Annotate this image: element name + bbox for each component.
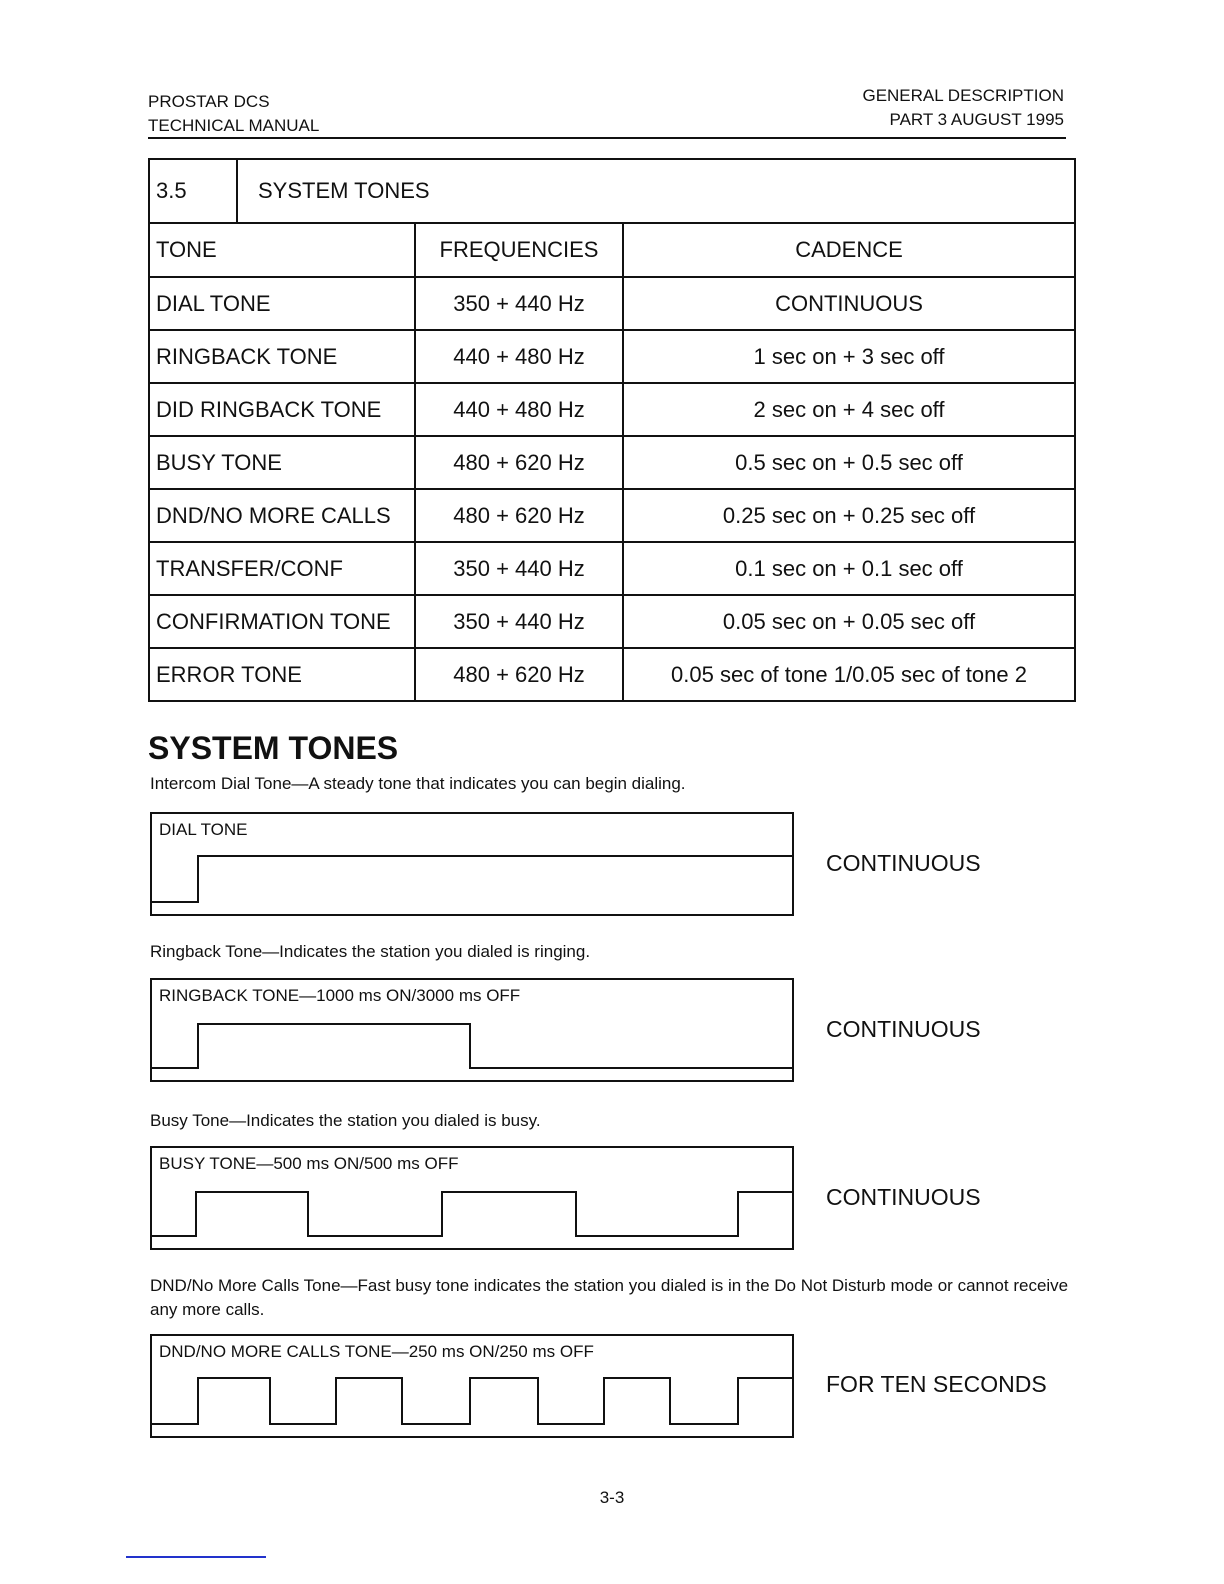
header-rule [148,137,1066,139]
tone-cadence: 0.05 sec of tone 1/0.05 sec of tone 2 [623,648,1075,701]
header-part-date: PART 3 AUGUST 1995 [889,110,1064,129]
footer-underline [126,1556,266,1558]
header-right [862,84,1064,132]
table-row [149,595,1075,648]
tone-frequency: 350 + 440 Hz [415,277,623,330]
tone-cadence: 0.5 sec on + 0.5 sec off [623,436,1075,489]
tone-name: RINGBACK TONE [149,330,415,383]
tone-cadence: 1 sec on + 3 sec off [623,330,1075,383]
table-row [149,436,1075,489]
tone-name: DND/NO MORE CALLS [149,489,415,542]
table-row [149,330,1075,383]
tone-frequency: 480 + 620 Hz [415,648,623,701]
table-row [149,648,1075,701]
tone-cadence: 0.1 sec on + 0.1 sec off [623,542,1075,595]
dial-tone-description: Intercom Dial Tone—A steady tone that indicates you can begin dialing. [150,774,686,793]
dnd-tone-wave [152,1336,792,1436]
table-header-row [149,223,1075,277]
busy-tone-waveform [150,1146,794,1250]
section-title: SYSTEM TONES [237,159,1075,223]
tone-cadence: 2 sec on + 4 sec off [623,383,1075,436]
dial-tone-wave [152,814,792,914]
table-row [149,277,1075,330]
system-tones-table [148,158,1076,702]
dnd-tone-label: DND/NO MORE CALLS TONE—250 ms ON/250 ms OFF [159,1342,594,1361]
tone-cadence: 0.25 sec on + 0.25 sec off [623,489,1075,542]
header-manual: TECHNICAL MANUAL [148,116,320,135]
dnd-tone-duration: FOR TEN SECONDS [826,1371,1047,1397]
busy-tone-label: BUSY TONE—500 ms ON/500 ms OFF [159,1154,459,1173]
dnd-tone-description: DND/No More Calls Tone—Fast busy tone indicates the station you dialed is in the Do Not Disturb mode or cannot receive any more calls. [150,1276,1069,1319]
column-header-cadence: CADENCE [623,223,1075,277]
ringback-tone-waveform [150,978,794,1082]
header-section: GENERAL DESCRIPTION [862,86,1064,105]
column-header-tone: TONE [149,223,415,277]
tone-name: TRANSFER/CONF [149,542,415,595]
tone-cadence: 0.05 sec on + 0.05 sec off [623,595,1075,648]
tone-name: BUSY TONE [149,436,415,489]
section-number: 3.5 [149,159,237,223]
dial-tone-duration: CONTINUOUS [826,850,981,876]
busy-tone-duration: CONTINUOUS [826,1184,981,1210]
tone-frequency: 350 + 440 Hz [415,595,623,648]
busy-tone-wave [152,1148,792,1248]
ringback-tone-label: RINGBACK TONE—1000 ms ON/3000 ms OFF [159,986,521,1005]
header-product: PROSTAR DCS [148,92,270,111]
tone-frequency: 440 + 480 Hz [415,330,623,383]
header-left [148,90,319,138]
tone-frequency: 350 + 440 Hz [415,542,623,595]
tone-name: DID RINGBACK TONE [149,383,415,436]
ringback-tone-description: Ringback Tone—Indicates the station you dialed is ringing. [150,942,591,961]
busy-tone-description: Busy Tone—Indicates the station you dialed is busy. [150,1111,541,1130]
tone-frequency: 480 + 620 Hz [415,436,623,489]
dial-tone-label: DIAL TONE [159,820,248,839]
dial-tone-waveform [150,812,794,916]
tone-name: ERROR TONE [149,648,415,701]
dnd-tone-waveform [150,1334,794,1438]
tone-frequency: 440 + 480 Hz [415,383,623,436]
table-row [149,542,1075,595]
tone-name: DIAL TONE [149,277,415,330]
page-number: 3-3 [599,1488,625,1507]
system-tones-heading: SYSTEM TONES [148,730,399,766]
table-row [149,489,1075,542]
table-row [149,383,1075,436]
column-header-frequencies: FREQUENCIES [415,223,623,277]
ringback-tone-wave [152,980,792,1080]
tone-cadence: CONTINUOUS [623,277,1075,330]
tone-frequency: 480 + 620 Hz [415,489,623,542]
ringback-tone-duration: CONTINUOUS [826,1016,981,1042]
tone-name: CONFIRMATION TONE [149,595,415,648]
table-title-row [149,159,1075,223]
